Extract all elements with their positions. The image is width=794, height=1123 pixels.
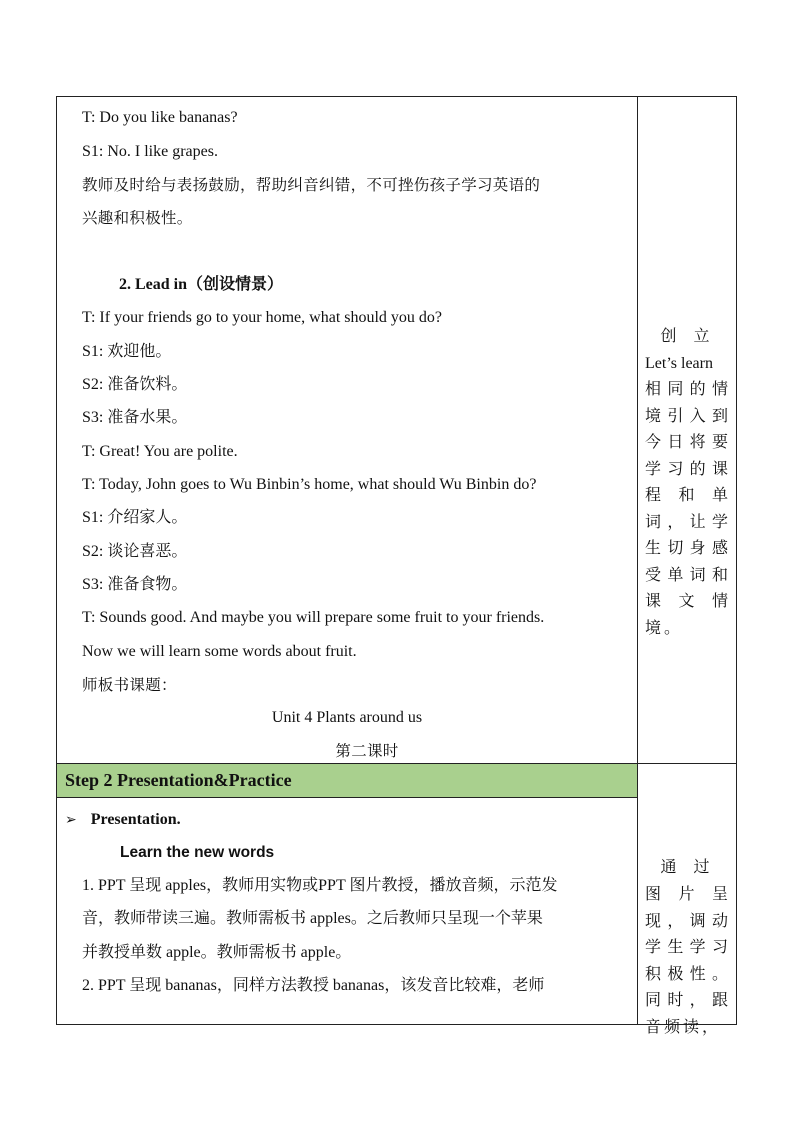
purpose-note-2-body: 图片呈现，调动学生学习积极性。同时，跟音频读， — [645, 884, 731, 1036]
dialogue-line: S3: 准备食物。 — [82, 576, 188, 593]
dialogue-line: T: Today, John goes to Wu Binbin’s home, what should Wu Binbin do? — [82, 476, 537, 493]
purpose-note-1-line1: 创 立 — [660, 326, 716, 345]
dialogue-line: S1: 欢迎他。 — [82, 343, 172, 360]
step-item-line: 1. PPT 呈现 apples，教师用实物或PPT 图片教授，播放音频，示范发 — [82, 877, 558, 894]
presentation-row — [65, 810, 181, 830]
step-item-line: 音，教师带读三遍。教师需板书 apples。之后教师只呈现一个苹果 — [82, 910, 543, 927]
teacher-note-line: 兴趣和积极性。 — [82, 209, 193, 227]
step-item-line: 并教授单数 apple。教师需板书 apple。 — [82, 944, 352, 961]
step2-heading-bar — [57, 764, 637, 798]
arrow-bullet-icon: ➢ — [65, 812, 77, 828]
presentation-label: Presentation. — [90, 811, 181, 828]
step-item-line: 2. PPT 呈现 bananas，同样方法教授 bananas，该发音比较难，老师 — [82, 977, 545, 994]
dialogue-line: S1: 介绍家人。 — [82, 509, 188, 526]
dialogue-line: T: If your friends go to your home, what should you do? — [82, 309, 443, 326]
dialogue-line: T: Do you like bananas? — [82, 109, 238, 126]
step2-heading: Step 2 Presentation&Practice — [65, 770, 292, 790]
purpose-note-2-line1: 通 过 — [660, 857, 716, 876]
dialogue-line: S3: 准备水果。 — [82, 409, 188, 426]
procedure-column — [57, 97, 637, 1024]
board-label: 师板书课题： — [82, 676, 177, 694]
dialogue-line: T: Great! You are polite. — [82, 443, 238, 460]
board-title: Unit 4 Plants around us — [271, 709, 423, 726]
dialogue-line: S1: No. I like grapes. — [82, 143, 218, 160]
purpose-note-1-line2: Let’s learn — [645, 355, 713, 372]
teacher-note-line: 教师及时给与表扬鼓励，帮助纠音纠错，不可挫伤孩子学习英语的 — [82, 176, 541, 194]
learn-label: Learn the new words — [120, 844, 275, 861]
board-lesson: 第二课时 — [335, 742, 399, 760]
lead-in-heading: 2. Lead in（创设情景） — [119, 276, 284, 293]
dialogue-line: S2: 准备饮料。 — [82, 376, 188, 393]
lesson-plan-table — [56, 96, 737, 1036]
dialogue-line: T: Sounds good. And maybe you will prepare some fruit to your friends. — [82, 609, 545, 626]
dialogue-line: S2: 谈论喜恶。 — [82, 543, 188, 560]
purpose-note-1-body: 相同的情境引入到今日将要学习的课程和单词，让学生切身感受单词和课文情境。 — [645, 379, 731, 637]
dialogue-line: Now we will learn some words about fruit. — [82, 643, 357, 660]
purpose-column — [638, 97, 737, 1036]
